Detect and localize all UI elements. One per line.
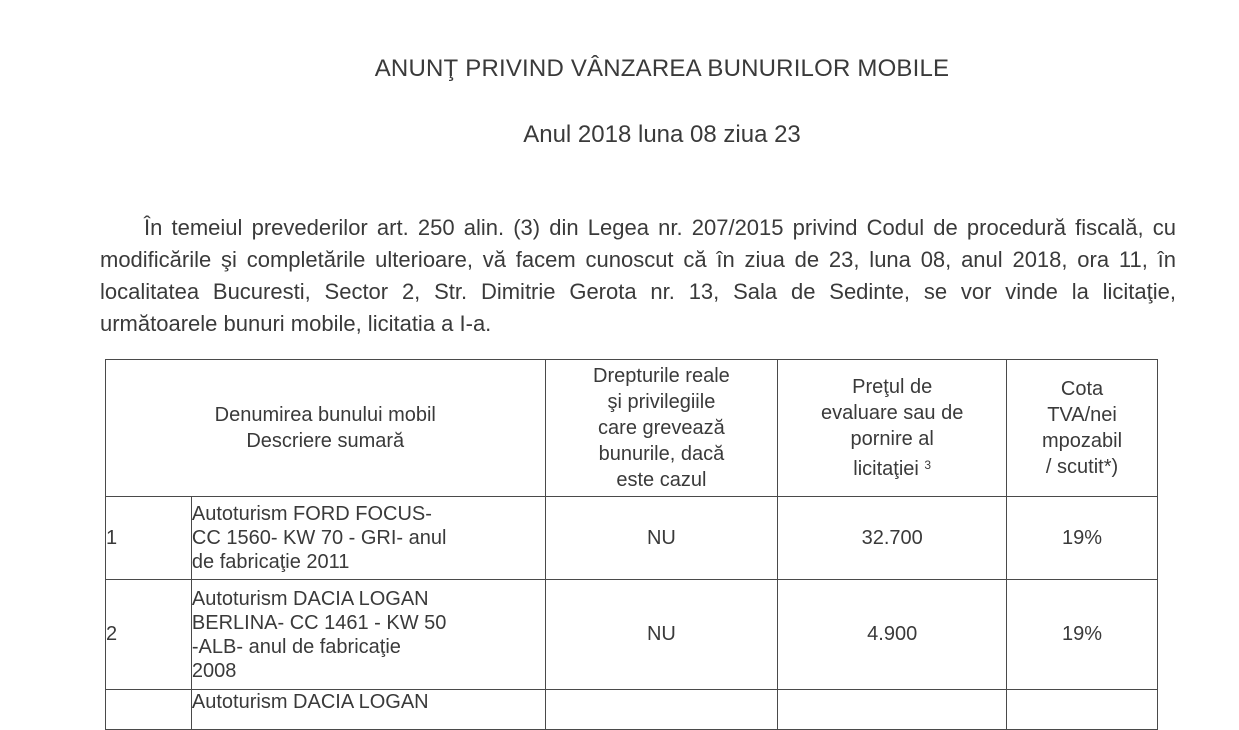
description-line: BERLINA- CC 1461 - KW 50 xyxy=(191,611,447,634)
header-price-line: evaluare sau de xyxy=(821,402,964,424)
header-price-line: Preţul de xyxy=(852,376,933,398)
description-line: Autoturism DACIA LOGAN xyxy=(191,691,429,713)
row-index: 2 xyxy=(106,580,192,690)
table-header-row xyxy=(106,360,1158,497)
header-name-line: Descriere sumară xyxy=(246,430,405,452)
header-price xyxy=(778,360,1007,497)
footnote-marker: 3 xyxy=(924,458,932,472)
goods-table xyxy=(105,359,1158,730)
row-description xyxy=(191,497,545,580)
row-index: 1 xyxy=(106,497,192,580)
description-line: Autoturism FORD FOCUS- xyxy=(191,503,432,525)
row-tva: 19% xyxy=(1007,497,1158,580)
row-tva: 19% xyxy=(1007,580,1158,690)
header-tva xyxy=(1007,360,1158,497)
header-name-line: Denumirea bunului mobil xyxy=(214,404,436,426)
description-line: Autoturism DACIA LOGAN xyxy=(191,587,429,610)
header-rights-line: care grevează xyxy=(598,417,725,439)
description-line: 2008 xyxy=(191,659,237,682)
header-rights-line: Drepturile reale xyxy=(593,365,730,387)
document-date: Anul 2018 luna 08 ziua 23 xyxy=(523,121,801,148)
row-rights: NU xyxy=(545,497,778,580)
table-row xyxy=(106,690,1158,730)
description-line: CC 1560- KW 70 - GRI- anul xyxy=(191,527,447,549)
header-tva-line: TVA/nei xyxy=(1047,404,1117,426)
header-price-line: licitaţiei $^3$ xyxy=(853,458,932,480)
header-tva-line: Cota xyxy=(1060,378,1104,400)
table-row xyxy=(106,580,1158,690)
header-tva-line: / scutit*) xyxy=(1045,456,1119,478)
row-description xyxy=(191,690,545,730)
row-price: 32.700 xyxy=(778,497,1007,580)
row-description xyxy=(191,580,545,690)
row-price: 4.900 xyxy=(778,580,1007,690)
header-rights-line: şi privilegiile xyxy=(607,391,716,413)
row-tva xyxy=(1007,690,1158,730)
header-price-line: pornire al xyxy=(850,428,934,450)
announcement-paragraph: În temeiul prevederilor art. 250 alin. (3) din Legea nr. 207/2015 privind Codul de procedură fiscală, cu modificările şi completările ulterioare, vă facem cunoscut că în ziua de 23, luna 08, anul 2018, ora 11, în localitatea Bucuresti, Sector 2, Str. Dimitrie Gerota nr. 13, Sala de Sedinte, se vor vinde la licitaţie, următoarele bunuri mobile, licitatia a I-a. xyxy=(100,215,1176,336)
description-line: de fabricaţie 2011 xyxy=(191,551,350,573)
description-line: -ALB- anul de fabricaţie xyxy=(191,635,401,658)
header-name xyxy=(106,360,546,497)
header-rights-line: este cazul xyxy=(616,469,707,491)
row-index xyxy=(106,690,192,730)
header-rights xyxy=(545,360,778,497)
table-row xyxy=(106,497,1158,580)
header-tva-line: mpozabil xyxy=(1042,430,1123,452)
header-rights-line: bunurile, dacă xyxy=(598,443,725,465)
document-title: ANUNŢ PRIVIND VÂNZAREA BUNURILOR MOBILE xyxy=(374,55,950,82)
row-rights: NU xyxy=(545,580,778,690)
row-rights xyxy=(545,690,778,730)
row-price xyxy=(778,690,1007,730)
